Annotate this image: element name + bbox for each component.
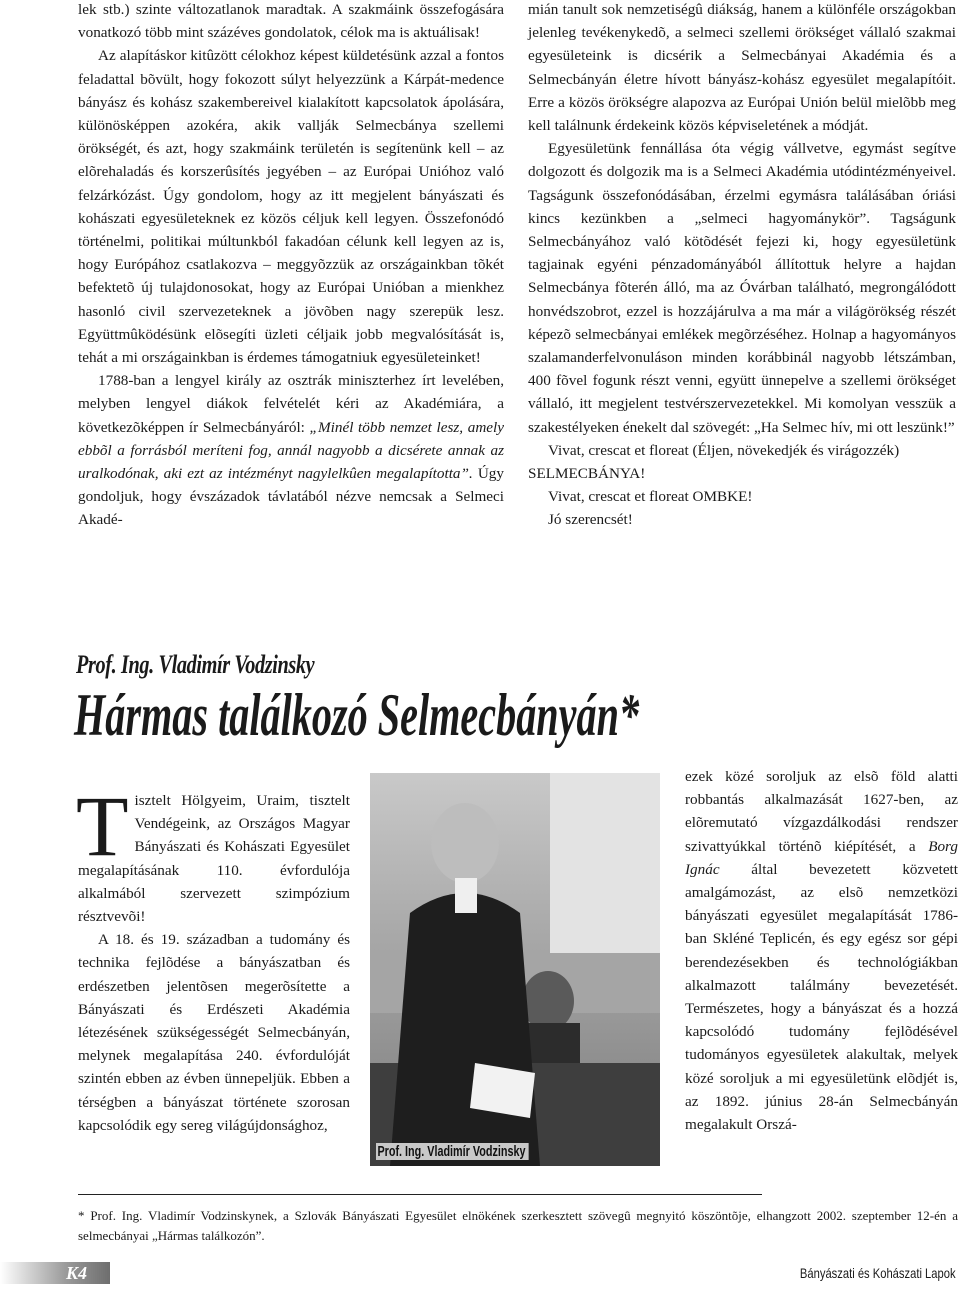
right-column (685, 765, 958, 1136)
paragraph: A 18. és 19. században a tudomány és technika fejlõdése a bányászatban és erdészetben jelentõsen megerõsítette a Bányászati és Erdészeti Akadémia létezésének szükségességét Selmecbányán, melynek megalapítása 240. évfordulóját szintén ebben az évben ünnepeljük. Ebben a térségben a bányászat története szorosan kapcsolódik egy sereg világújdonsághoz, (78, 931, 350, 1134)
paragraph-text: ezek közé soroljuk az elsõ föld alatti robbantás alkalmazását 1627-ben, az elõremutató vízgazdálkodási rendszer szivattyúkkal történõ kiépítését, a (685, 768, 958, 855)
paragraph: lek stb.) szinte változatlanok maradtak. A szakmáink összefogására vonatkozó több mint százéves gondolatok, célok ma is aktuálisak! (78, 1, 504, 42)
paragraph: mián tanult sok nemzetiségû diákság, hanem a különféle országokban jelenleg tevékenykedõ, a selmeci szellemi örökséget vállaló szakmai egyesületeink is dicsérik a Selmecbányai Akadémia és a Selmecbányán életre hívott bányász-kohász egyesület megalapítóit. Erre a közös örökségre alapozva az Európai Unión belül mielõbb meg kell találnunk érdekeink közös képviseletének a módját. (528, 1, 956, 135)
paragraph: Jó szerencsét! (548, 511, 633, 529)
top-left-column (78, 0, 504, 532)
quotation: „Minél több nemzet lesz, amely ebbõl a forrásból meríteni fog, annál nagyobb a dicsérete annak az uralkodónak, aki ezt az intézményt nagylelkûen megalapította”. (78, 418, 505, 483)
intro-text: isztelt Hölgyeim, Uraim, tisztelt Vendégeink, az Országos Magyar Bányászati és Kohászati Egyesület megalapításának 110. évfordulója alkalmából szervezett szimpózium résztvevõi! (78, 792, 350, 926)
photo-illustration (370, 773, 660, 1166)
paragraph: Vivat, crescat et floreat OMBKE! (548, 488, 753, 506)
intro-column (76, 778, 350, 1137)
drop-cap: T (76, 778, 129, 874)
paragraph: Az alapításkor kitûzött célokhoz képest küldetésünk azzal a fontos feladattal bõvült, hogy fokozott súlyt helyezzünk a Kárpát-medence bányász és kohász szakembereivel kialakított kapcsolatok ápolására, különösképpen azokéra, akik vallják Selmecbánya szellemi örökségét, és azt, hogy szakmáink területén is segítenünk kell – az elõrehaladás és korszerûsítés jegyében – az Európai Unióhoz való felzárkózást. Úgy gondolom, hogy az itt megjelent bányászati és kohászati egyesületeknek ez közös céljuk kell legyen. Összefonódó történelmi, politikai múltunkból fakadóan célunk kell legyen az is, hogy Európához csatlakozva – meggyõzzük az országainkban tõkét befektetõ új tulajdonosokat, hogy az Európai Unióban a mienkhez hasonló civil szervezeteknek a jövõben nagy szerepük lesz. Együttmûködésünk elõsegíti üzleti céljaik jobb megvalósítását is, tehát a mi országainkban is érdemes támogatniuk egyesületeinket! (78, 47, 504, 367)
photo-caption: Prof. Ing. Vladimír Vodzinsky (376, 1143, 528, 1160)
paragraph-text: 1788-ban a lengyel király az osztrák miniszterhez írt levelében, melyben lengyel diákok felvételét kéri az Akadémiára, a következõképpen ír Selmecbányáról: (78, 372, 504, 436)
paragraph: Vivat, crescat et floreat (Éljen, növekedjék és virágozzék) SELMECBÁNYA! (528, 441, 900, 483)
paragraph (685, 765, 958, 1136)
paragraph-text: Úgy gondoljuk, hogy évszázadok távlatából nézve nemcsak a Selmeci Akadé- (78, 465, 504, 529)
top-right-column (528, 0, 956, 532)
footnote: * Prof. Ing. Vladimír Vodzinskynek, a Szlovák Bányászati Egyesület elnökének szerkesztett szövegû megnyitó köszöntõje, elhangzott 2002. szeptember 12-én a selmecbányai „Hármas találkozón”. (78, 1208, 958, 1243)
footnote-divider (78, 1194, 762, 1195)
paragraph (78, 369, 504, 531)
speaker-photo (370, 773, 660, 1166)
footer-bar (0, 1262, 110, 1284)
paragraph-text: által bevezetett közvetett amalgámozást, az elsõ nemzetközi bányászati egyesület megalapítását 1786-ban Skléné Teplicén, és egy egész sor gépi berendezésekben és technológiákban alkalmazott találmány bevezetését. Természetes, hogy a bányászat és a hozzá kapcsolódó tudomány fejlõdésével tudományos egyesületek alakultak, melyek közé soroljuk a mi egyesületünk elõdjét is, az 1892. június 28-án Selmecbányán megalakult Orszá- (685, 860, 958, 1134)
person-name: Borg Ignác (685, 837, 958, 878)
journal-name: Bányászati és Kohászati Lapok (800, 1265, 956, 1281)
page-number: K4 (66, 1263, 88, 1283)
intro-paragraph (76, 778, 350, 928)
paragraph: Egyesületünk fennállása óta végig vállvetve, egymást segítve dolgozott és dolgozik ma is a Selmeci Akadémia utódintézményeivel. Tagságunk összefonódásában, érzelmi egymásra találásában óriási kincs kezünkben a „selmeci hagyománykör”. Tagságunk Selmecbányához való kötõdését fejezi ki, hogy egyesületünk tagjainak egyéni pénzadományából állítottuk helyre a hajdan Selmecbánya fõterén álló, ma az Óvárban található, megrongálódott honvédszobrot, ezzel is hozzájárulva a ma már a világörökség részét képezõ selmecbányai emlékek megõrzéséhez. Holnap a hagyományos szalamanderfelvonuláson minden korábbinál nagyobb létszámban, 400 fõvel fogunk részt venni, együtt ünnepelve a szellemi örökséget vállaló, itt megjelent testvérszervezetekkel. Mi komolyan vesszük a szakestélyeken énekelt dal szövegét: „Ha Selmec hív, mi ott leszünk!” (528, 140, 956, 436)
article-title: Hármas találkozó Selmecbányán* (74, 682, 640, 748)
article-author: Prof. Ing. Vladimír Vodzinsky (76, 650, 315, 679)
